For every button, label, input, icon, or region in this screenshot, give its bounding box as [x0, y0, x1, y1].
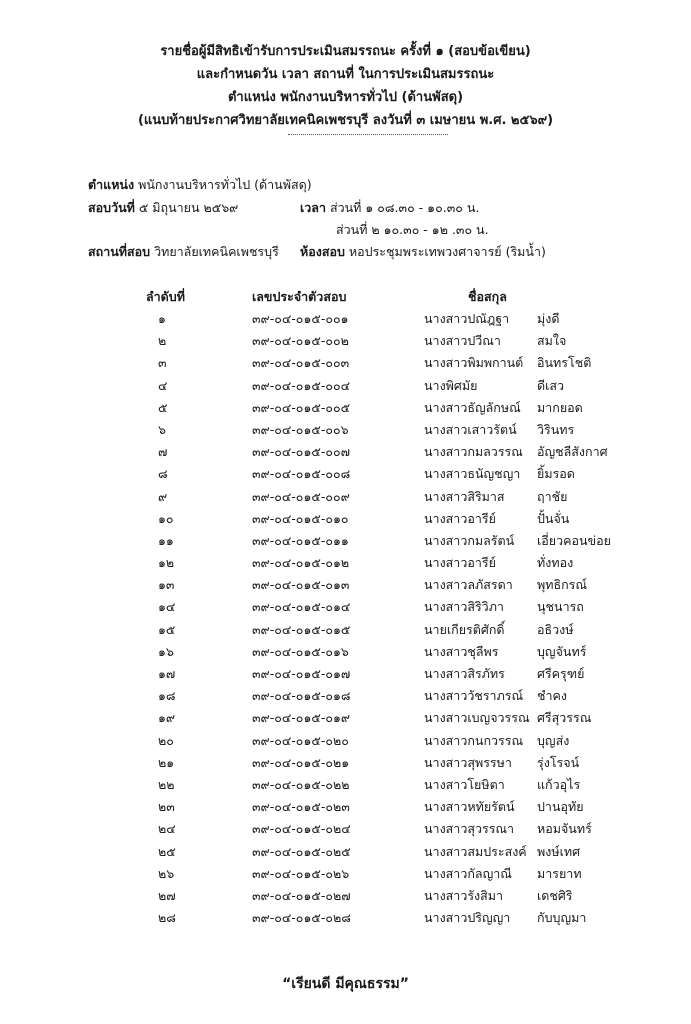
candidate-name: นางสาวปวีณา	[424, 333, 501, 349]
row-number: ๑๕	[158, 621, 176, 637]
candidate-surname: ฤาชัย	[537, 488, 568, 504]
candidate-name: นางสาวเบญจวรรณ	[424, 710, 530, 726]
table-row	[0, 752, 691, 774]
candidate-surname: ปั้นจั่น	[537, 510, 570, 526]
table-row	[0, 685, 691, 707]
exam-id: ๓๙-๐๔-๐๑๕-๐๒๑	[252, 754, 350, 770]
candidate-name: นางสาวปณัฎฐา	[424, 311, 510, 326]
table-row	[0, 730, 691, 752]
row-number: ๓	[158, 355, 167, 371]
candidate-surname: ทั่งทอง	[537, 555, 574, 571]
table-row	[0, 530, 691, 552]
candidate-surname: บุญส่ง	[537, 732, 570, 748]
table-row	[0, 552, 691, 574]
candidate-surname: พุทธิกรณ์	[537, 577, 587, 593]
candidate-name: นางสาวสิริมาส	[424, 488, 505, 504]
exam-id: ๓๙-๐๔-๐๑๕-๐๑๕	[252, 621, 351, 637]
table-row	[0, 419, 691, 441]
header-schedule-line: และกำหนดวัน เวลา สถานที่ ในการประเมินสมรรถนะ	[196, 67, 495, 82]
exam-date-label: สอบวันที่	[88, 200, 135, 215]
candidate-name: นางสาวชุลีพร	[424, 643, 499, 659]
candidate-name: นางสาวอารีย์	[424, 555, 496, 571]
row-number: ๔	[158, 377, 168, 393]
candidate-name: นางสาวกมลวรรณ	[424, 444, 523, 460]
candidate-name: นางสาวสุวรรณา	[424, 821, 515, 837]
position-value: พนักงานบริหารทั่วไป (ด้านพัสดุ)	[138, 177, 312, 192]
row-number: ๒	[158, 333, 167, 349]
table-row	[0, 441, 691, 463]
candidate-name: นางสาวสุพรรษา	[424, 754, 512, 770]
candidate-surname: รุ่งโรจน์	[537, 754, 580, 770]
exam-id: ๓๙-๐๔-๐๑๕-๐๐๒	[252, 333, 349, 349]
candidate-surname: แก้วอุไร	[537, 776, 581, 792]
candidate-name: นางสาววัชราภรณ์	[424, 688, 524, 704]
row-number: ๙	[158, 488, 168, 504]
exam-time-info	[300, 199, 479, 217]
candidate-surname: ปานอุทัย	[537, 799, 584, 815]
candidate-surname: เดชศิริ	[537, 887, 573, 903]
row-number: ๑๗	[158, 666, 176, 681]
table-row	[0, 841, 691, 863]
position-label: ตำแหน่ง	[88, 177, 135, 192]
header-title-line: รายชื่อผู้มีสิทธิเข้ารับการประเมินสมรรถนะ ครั้งที่ ๑ (สอบข้อเขียน)	[160, 44, 531, 59]
row-number: ๕	[158, 399, 168, 415]
row-number: ๒๗	[158, 887, 176, 903]
footer-motto: “เรียนดี มีคุณธรรม”	[282, 976, 409, 992]
row-number: ๑๔	[158, 599, 176, 615]
candidate-name: นางสาวกมลรัตน์	[424, 532, 515, 548]
table-row	[0, 352, 691, 374]
candidate-name: นายเกียรติศักดิ์	[424, 621, 505, 637]
row-number: ๘	[158, 466, 168, 482]
candidate-table	[0, 308, 691, 929]
candidate-surname: อธิวงษ์	[537, 621, 574, 637]
candidate-surname: ศรีครุฑย์	[537, 666, 585, 681]
position-info	[88, 176, 312, 194]
candidate-surname: กับบุญมา	[537, 910, 587, 926]
row-number: ๒๓	[158, 799, 175, 815]
exam-id: ๓๙-๐๔-๐๑๕-๐๐๑	[252, 311, 349, 326]
exam-id: ๓๙-๐๔-๐๑๕-๐๑๘	[252, 688, 351, 704]
table-row	[0, 619, 691, 641]
table-row	[0, 375, 691, 397]
table-row	[0, 596, 691, 618]
candidate-name: นางสาวธัญลักษณ์	[424, 399, 521, 415]
exam-id: ๓๙-๐๔-๐๑๕-๐๐๕	[252, 399, 351, 415]
table-row	[0, 774, 691, 796]
venue-value: วิทยาลัยเทคนิคเพชรบุรี	[154, 244, 279, 259]
column-header-no: ลำดับที่	[146, 289, 185, 304]
table-row	[0, 796, 691, 818]
candidate-name: นางสาวโยษิตา	[424, 776, 505, 792]
candidate-surname: มากยอด	[537, 399, 583, 415]
exam-id: ๓๙-๐๔-๐๑๕-๐๑๐	[252, 510, 349, 526]
exam-id: ๓๙-๐๔-๐๑๕-๐๐๗	[252, 444, 351, 460]
exam-id: ๓๙-๐๔-๐๑๕-๐๑๖	[252, 643, 349, 659]
exam-time-label: เวลา	[300, 200, 326, 215]
row-number: ๒๔	[158, 821, 176, 837]
candidate-surname: หอมจันทร์	[537, 821, 592, 837]
candidate-surname: ยิ้มรอด	[537, 466, 575, 482]
candidate-name: นางสาวปริญญา	[424, 910, 511, 926]
document-header	[0, 40, 691, 132]
candidate-surname: อินทรโชติ	[537, 355, 592, 371]
table-row	[0, 397, 691, 419]
exam-id: ๓๙-๐๔-๐๑๕-๐๒๓	[252, 799, 350, 815]
table-row	[0, 663, 691, 685]
dotted-divider	[288, 134, 448, 135]
candidate-name: นางสาวหทัยรัตน์	[424, 799, 515, 815]
row-number: ๑๐	[158, 510, 174, 526]
row-number: ๑๙	[158, 710, 176, 726]
row-number: ๒๐	[158, 732, 174, 748]
candidate-surname: ดีเสว	[537, 377, 565, 393]
exam-time-part2-info	[336, 221, 489, 239]
candidate-name: นางพิศมัย	[424, 377, 478, 393]
exam-id: ๓๙-๐๔-๐๑๕-๐๑๒	[252, 555, 350, 571]
row-number: ๑๑	[158, 532, 174, 548]
exam-time-part2: ส่วนที่ ๒ ๑๐.๓๐ - ๑๒ .๓๐ น.	[336, 222, 489, 237]
candidate-name: นางสาวรังสิมา	[424, 887, 504, 903]
candidate-name: นางสาวสิริวิภา	[424, 599, 504, 615]
exam-id: ๓๙-๐๔-๐๑๕-๐๒๘	[252, 910, 351, 926]
row-number: ๑	[158, 311, 166, 326]
row-number: ๑๓	[158, 577, 175, 593]
row-number: ๒๘	[158, 910, 176, 926]
header-announcement-line: (แนบท้ายประกาศวิทยาลัยเทคนิคเพชรบุรี ลงวันที่ ๓ เมษายน พ.ศ. ๒๕๖๙)	[137, 113, 554, 128]
candidate-name: นางสาวลภัสรดา	[424, 577, 513, 593]
candidate-surname: นุชนารถ	[537, 599, 584, 615]
candidate-name: นางสาวสิรภัทร	[424, 666, 505, 681]
exam-id: ๓๙-๐๔-๐๑๕-๐๐๘	[252, 466, 351, 482]
table-row	[0, 885, 691, 907]
table-row	[0, 863, 691, 885]
exam-time-part1: ส่วนที่ ๑ ๐๘.๓๐ - ๑๐.๓๐ น.	[329, 200, 480, 215]
candidate-surname: มารยาท	[537, 865, 582, 881]
table-row	[0, 308, 691, 330]
column-header-name: ชื่อสกุล	[468, 289, 507, 304]
venue-label: สถานที่สอบ	[88, 244, 151, 259]
row-number: ๑๖	[158, 643, 174, 659]
exam-id: ๓๙-๐๔-๐๑๕-๐๒๒	[252, 776, 350, 792]
exam-id: ๓๙-๐๔-๐๑๕-๐๒๐	[252, 732, 349, 748]
candidate-name: นางสาวสมประสงค์	[424, 843, 527, 859]
candidate-surname: สมใจ	[537, 333, 567, 349]
row-number: ๑๘	[158, 688, 176, 704]
exam-id: ๓๙-๐๔-๐๑๕-๐๑๙	[252, 710, 351, 726]
exam-id: ๓๙-๐๔-๐๑๕-๐๒๗	[252, 887, 351, 903]
exam-id: ๓๙-๐๔-๐๑๕-๐๐๙	[252, 488, 350, 504]
row-number: ๒๑	[158, 754, 175, 770]
candidate-name: นางสาวอารีย์	[424, 510, 496, 526]
venue-info	[88, 243, 279, 261]
row-number: ๑๒	[158, 555, 175, 571]
candidate-name: นางสาวกนกวรรณ	[424, 732, 524, 748]
candidate-surname: เอี่ยวคอนข่อย	[537, 532, 611, 548]
row-number: ๒๒	[158, 776, 175, 792]
exam-id: ๓๙-๐๔-๐๑๕-๐๑๗	[252, 666, 351, 681]
table-row	[0, 707, 691, 729]
candidate-name: นางสาวพิมพกานต์	[424, 355, 524, 371]
table-row	[0, 574, 691, 596]
candidate-name: นางสาวเสาวรัตน์	[424, 421, 517, 437]
exam-id: ๓๙-๐๔-๐๑๕-๐๑๑	[252, 532, 349, 548]
exam-id: ๓๙-๐๔-๐๑๕-๐๑๓	[252, 577, 350, 593]
exam-id: ๓๙-๐๔-๐๑๕-๐๒๕	[252, 843, 351, 859]
exam-id: ๓๙-๐๔-๐๑๕-๐๐๖	[252, 421, 349, 437]
table-row	[0, 508, 691, 530]
room-value: หอประชุมพระเทพวงศาจารย์ (ริมน้ำ)	[348, 244, 546, 259]
exam-id: ๓๙-๐๔-๐๑๕-๐๒๖	[252, 865, 350, 881]
row-number: ๖	[158, 421, 166, 437]
candidate-surname: ศรีสุวรรณ	[537, 710, 592, 726]
room-label: ห้องสอบ	[300, 244, 345, 259]
candidate-name: นางสาวธนัญชญา	[424, 466, 521, 482]
table-row	[0, 330, 691, 352]
candidate-surname: บุญจันทร์	[537, 643, 587, 659]
candidate-surname: วิรินทร	[537, 421, 575, 437]
table-row	[0, 486, 691, 508]
table-row	[0, 818, 691, 840]
candidate-surname: มุ่งดี	[537, 311, 560, 326]
room-info	[300, 243, 546, 261]
candidate-surname: อัญชลีสังกาศ	[537, 444, 608, 460]
exam-id: ๓๙-๐๔-๐๑๕-๐๒๔	[252, 821, 351, 837]
table-row	[0, 907, 691, 929]
table-row	[0, 641, 691, 663]
row-number: ๗	[158, 444, 168, 460]
row-number: ๒๖	[158, 865, 175, 881]
header-position-line: ตำแหน่ง พนักงานบริหารทั่วไป (ด้านพัสดุ)	[227, 90, 464, 105]
exam-id: ๓๙-๐๔-๐๑๕-๐๑๔	[252, 599, 351, 615]
exam-id: ๓๙-๐๔-๐๑๕-๐๐๓	[252, 355, 350, 371]
candidate-name: นางสาวกัลญาณี	[424, 865, 512, 881]
table-row	[0, 463, 691, 485]
row-number: ๒๕	[158, 843, 176, 859]
exam-id: ๓๙-๐๔-๐๑๕-๐๐๔	[252, 377, 351, 393]
candidate-surname: พงษ์เทศ	[537, 843, 581, 859]
column-header-exam-id: เลขประจำตัวสอบ	[252, 289, 347, 304]
exam-date-info	[88, 199, 238, 217]
exam-date-value: ๕ มิถุนายน ๒๕๖๙	[138, 200, 239, 215]
candidate-surname: ชำคง	[537, 688, 567, 704]
